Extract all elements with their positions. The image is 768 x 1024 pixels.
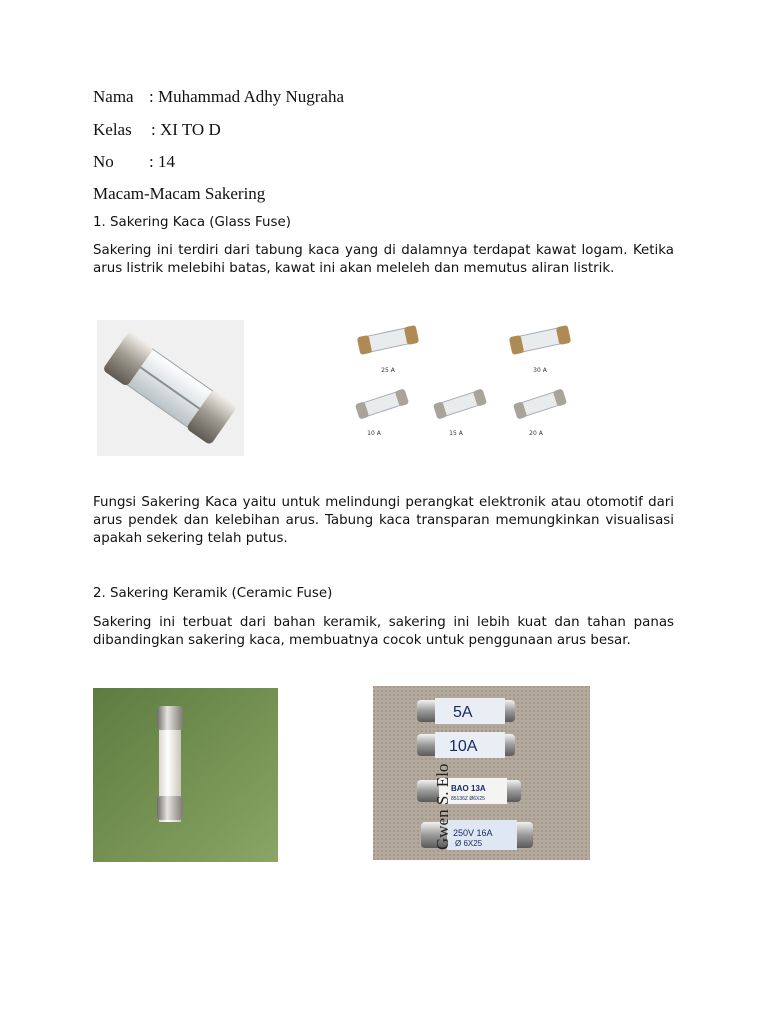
section2-heading: 2. Sakering Keramik (Ceramic Fuse)	[93, 586, 333, 601]
fuse-sublabel-6x25: Ø 6X25	[455, 839, 483, 848]
nama-value: : Muhammad Adhy Nugraha	[149, 87, 344, 106]
fuse-label-25a: 25 A	[381, 367, 395, 374]
fuse-label-10a: 10 A	[367, 430, 381, 437]
section1-description: Sakering ini terdiri dari tabung kaca yang di dalamnya terdapat kawat logam. Ketika arus listrik melebihi batas, kawat ini akan meleleh dan memutus aliran listrik.	[93, 243, 674, 276]
fuse-label-5a: 5A	[453, 704, 473, 721]
document-title: Macam-Macam Sakering	[93, 184, 266, 203]
section2-description: Sakering ini terbuat dari bahan keramik, sakering ini lebih kuat dan tahan panas dibandingkan sakering kaca, membuatnya cocok untuk penggunaan arus besar.	[93, 615, 674, 648]
section1-heading: 1. Sakering Kaca (Glass Fuse)	[93, 215, 291, 230]
fuse-label-10a: 10A	[449, 738, 478, 755]
no-label: No	[93, 152, 114, 171]
glass-fuses-set-photo	[340, 318, 586, 442]
kelas-line	[93, 120, 221, 140]
fuse-sublabel-bao: 85136Z Ø6X25	[451, 796, 485, 802]
fuse-label-250v-16a: 250V 16A	[453, 828, 493, 838]
no-value: : 14	[149, 152, 175, 171]
nama-line	[93, 87, 344, 107]
kelas-value: : XI TO D	[151, 120, 221, 139]
section1-function-text: Fungsi Sakering Kaca yaitu untuk melindungi perangkat elektronik atau otomotif dari arus pendek dan kelebihan arus. Tabung kaca transparan memungkinkan visualisasi apakah sekering telah putus.	[93, 495, 674, 546]
ceramic-fuses-set-photo	[373, 686, 590, 860]
kelas-label: Kelas	[93, 120, 132, 139]
ceramic-fuse-photo	[93, 688, 278, 862]
fuse-label-15a: 15 A	[449, 430, 463, 437]
fuse-label-20a: 20 A	[529, 430, 543, 437]
fuse-label-30a: 30 A	[533, 367, 547, 374]
nama-label: Nama	[93, 87, 134, 106]
no-line	[93, 152, 175, 172]
glass-fuse-photo	[97, 320, 244, 456]
fuse-label-bao-13a: BAO 13A	[451, 784, 486, 793]
photo-watermark: Gwen S. Elo	[433, 763, 452, 850]
